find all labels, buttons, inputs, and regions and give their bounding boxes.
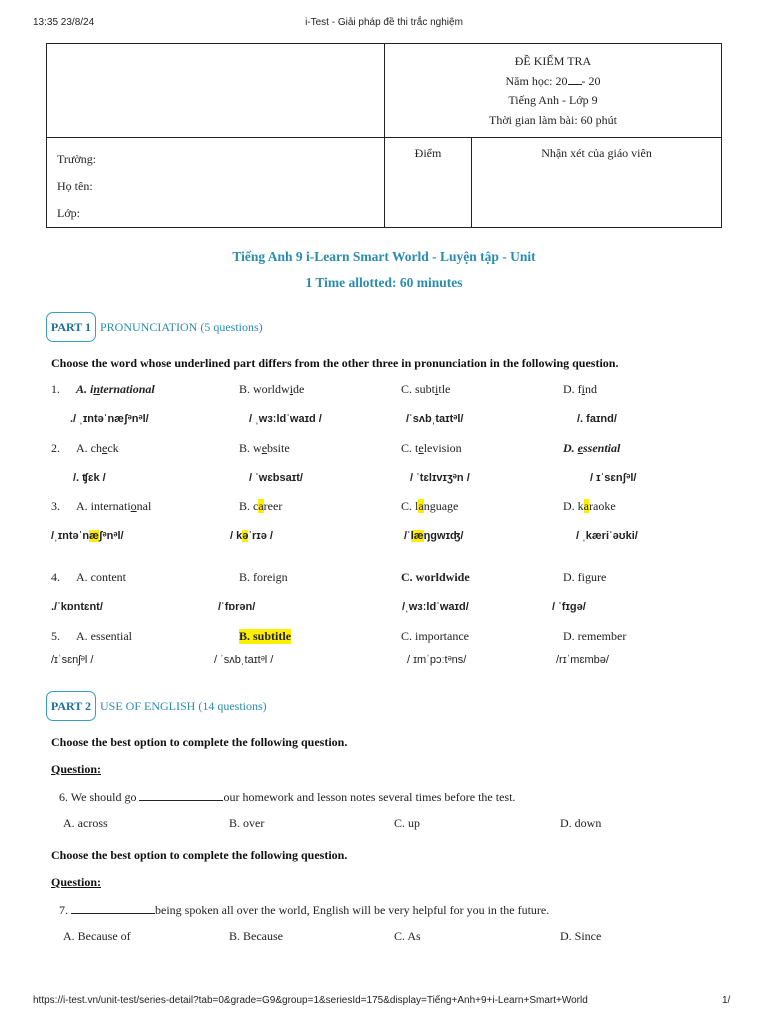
option-a[interactable]: A. content	[76, 570, 126, 584]
remark-cell	[472, 138, 722, 228]
question-number: 4.	[51, 570, 60, 584]
answer-option[interactable]: A. Because of	[63, 929, 131, 943]
print-header	[0, 17, 768, 31]
question-label: Question:	[51, 762, 102, 776]
answer-options-row	[0, 929, 768, 945]
test-subtitle: 1 Time allotted: 60 minutes	[305, 275, 463, 290]
print-datetime: 13:35 23/8/24	[33, 17, 95, 28]
answer-option[interactable]: D. down	[560, 816, 602, 830]
question-instruction: Choose the best option to complete the following question.	[51, 735, 348, 749]
option-d[interactable]: D. essential	[563, 441, 621, 455]
ipa-row	[0, 654, 768, 670]
ipa-row	[0, 413, 768, 429]
option-b[interactable]: B. worldwide	[239, 382, 305, 396]
ipa-b: / ˌwɜːldˈwaɪd /	[249, 413, 322, 425]
ipa-d: / ɪˈsɛnʃᵊl/	[590, 472, 637, 484]
logo-cell	[47, 44, 385, 138]
option-d[interactable]: D. find	[563, 382, 598, 396]
year-blank	[568, 74, 582, 85]
student-info-cell	[47, 138, 385, 228]
ipa-d: /rɪˈmɛmbə/	[556, 654, 609, 666]
ipa-row	[0, 530, 768, 546]
part2-badge: PART 2	[46, 691, 96, 721]
score-cell	[385, 138, 472, 228]
option-d[interactable]: D. remember	[563, 629, 627, 643]
part2-title: USE OF ENGLISH (14 questions)	[100, 699, 267, 713]
ipa-b: / ˈsʌbˌtaɪtᵊl /	[214, 654, 274, 666]
ipa-d: / ˈfɪɡə/	[552, 601, 586, 613]
print-url[interactable]: https://i-test.vn/unit-test/series-detail?tab=0&grade=G9&group=1&seriesId=175&display=Tiếng+Anh+9+i-Learn+Smart+World	[33, 995, 588, 1006]
question-row	[0, 499, 768, 515]
question-number: 3.	[51, 499, 60, 513]
ipa-d: /. faɪnd/	[577, 413, 617, 425]
ipa-c: / ɪmˈpɔːtᵊns/	[407, 654, 467, 666]
ipa-c: /ˈsʌbˌtaɪtᵊl/	[406, 413, 464, 425]
option-b[interactable]: B. career	[239, 499, 283, 513]
ipa-row	[0, 601, 768, 617]
answer-blank[interactable]	[71, 904, 155, 914]
option-d[interactable]: D. figure	[563, 570, 607, 584]
answer-option[interactable]: A. across	[63, 816, 108, 830]
print-footer	[0, 995, 768, 1009]
remark-label: Nhận xét của giáo viên	[541, 146, 652, 160]
exam-info-cell	[385, 44, 722, 138]
subject-grade: Tiếng Anh - Lớp 9	[508, 93, 598, 107]
exam-header-table	[46, 43, 722, 228]
option-b[interactable]: B. foreign	[239, 570, 288, 584]
option-c[interactable]: C. subtitle	[401, 382, 451, 396]
option-a[interactable]: A. international	[76, 499, 152, 513]
answer-option[interactable]: D. Since	[560, 929, 602, 943]
ipa-b: / ˈwɛbsaɪt/	[249, 472, 303, 484]
question-label: Question:	[51, 875, 102, 889]
ipa-a: ./ˈkɒntɛnt/	[51, 601, 103, 613]
option-a[interactable]: A. international	[76, 382, 155, 396]
question-row	[0, 382, 768, 398]
answer-options-row	[0, 816, 768, 832]
ipa-a: ./ ˌɪntəˈnæʃᵊnᵊl/	[70, 413, 149, 425]
ipa-d: / ˌkæriˈəʊki/	[576, 530, 638, 542]
option-c[interactable]: C. worldwide	[401, 570, 470, 584]
part1-instruction: Choose the word whose underlined part differs from the other three in pronunciation in the following question.	[51, 356, 619, 370]
ipa-b: /ˈfɒrən/	[218, 601, 256, 613]
ipa-c: /ˈlæŋɡwɪʤ/	[404, 530, 464, 542]
test-title: Tiếng Anh 9 i-Learn Smart World - Luyện tập - Unit	[232, 249, 536, 264]
school-label: Trường:	[57, 152, 97, 166]
ipa-b: / kəˈrɪə /	[230, 530, 273, 542]
page-number: 1/	[722, 995, 731, 1006]
question-row	[0, 629, 768, 645]
question-text: 6. We should go our homework and lesson notes several times before the test.	[59, 790, 516, 804]
ipa-a: /. ʧɛk /	[73, 472, 106, 484]
option-d[interactable]: D. karaoke	[563, 499, 616, 513]
answer-option[interactable]: C. As	[394, 929, 421, 943]
exam-title: ĐỀ KIỂM TRA	[514, 54, 592, 68]
ipa-a: /ɪˈsɛnʃᵊl /	[51, 654, 94, 666]
ipa-c: /ˌwɜːldˈwaɪd/	[402, 601, 469, 613]
score-label: Điểm	[414, 146, 442, 160]
exam-duration: Thời gian làm bài: 60 phút	[489, 112, 617, 127]
ipa-row	[0, 472, 768, 488]
option-c[interactable]: C. language	[401, 499, 459, 513]
answer-option[interactable]: B. over	[229, 816, 265, 830]
answer-blank[interactable]	[139, 791, 223, 801]
question-number: 1.	[51, 382, 60, 396]
option-a[interactable]: A. check	[76, 441, 119, 455]
question-instruction: Choose the best option to complete the following question.	[51, 848, 348, 862]
ipa-c: / ˈtɛlɪvɪʒᵊn /	[410, 472, 470, 484]
option-a[interactable]: A. essential	[76, 629, 132, 643]
print-page-title: i-Test - Giải pháp đề thi trắc nghiệm	[305, 17, 463, 28]
question-number: 2.	[51, 441, 60, 455]
answer-option[interactable]: B. Because	[229, 929, 283, 943]
option-c[interactable]: C. importance	[401, 629, 469, 643]
ipa-a: /ˌɪntəˈnæʃᵊnᵊl/	[51, 530, 124, 542]
school-year: Năm học: 20 - 20	[505, 73, 601, 88]
part1-badge: PART 1	[46, 312, 96, 342]
name-label: Họ tên:	[57, 179, 93, 193]
question-text: 7. being spoken all over the world, English will be very helpful for you in the future.	[59, 903, 550, 917]
option-c[interactable]: C. television	[401, 441, 462, 455]
question-row	[0, 570, 768, 586]
part1-title: PRONUNCIATION (5 questions)	[100, 320, 263, 334]
class-label: Lớp:	[57, 206, 81, 220]
option-b[interactable]: B. subtitle	[239, 629, 292, 643]
answer-option[interactable]: C. up	[394, 816, 421, 830]
option-b[interactable]: B. website	[239, 441, 290, 455]
question-row	[0, 441, 768, 457]
question-number: 5.	[51, 629, 60, 643]
